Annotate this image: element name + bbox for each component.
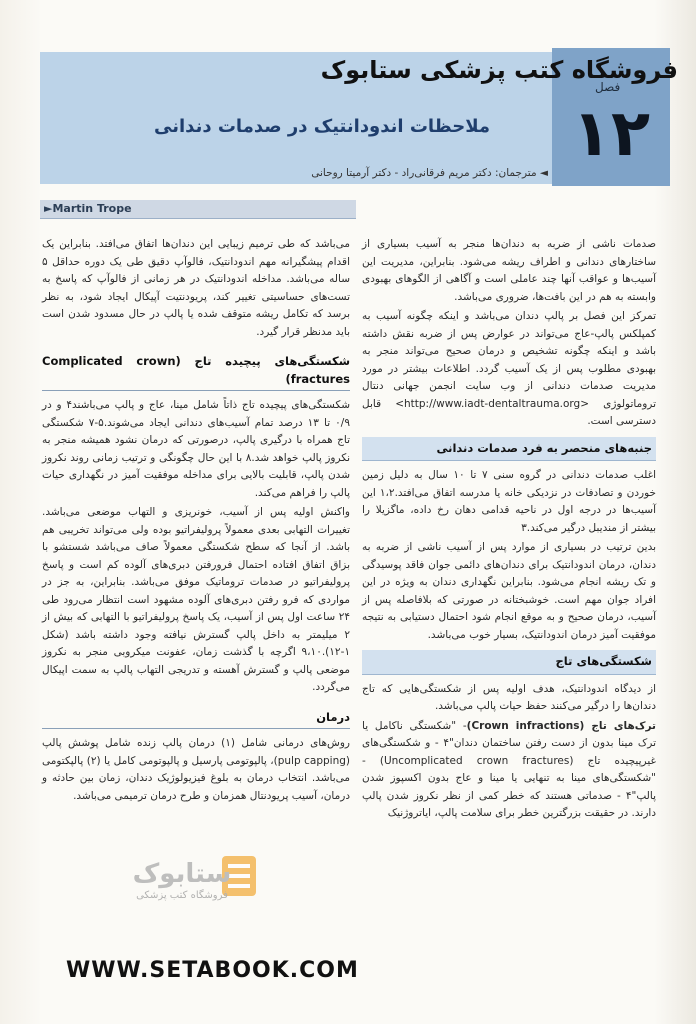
- section-heading: جنبه‌های منحصر به فرد صدمات دندانی: [362, 437, 656, 462]
- right-column: [362, 236, 656, 825]
- paragraph-text: - "شکستگی ناکامل یا ترک مینا بدون از دست رفتن ساختمان دندان"۴ - و شکستگی‌های غیرپیچیده تاج (Uncomplicated crown fractures) - "شکستگی‌های مینا به تنهایی یا مینا و عاج بدون اکسپوز شدن پالپ"۴ - صدماتی هستند که خطر کمی از نظر نکروز شدن پالپ دارند. در حقیقت بزرگترین خطر برای سلامت پالپ، ایاتروژنیک: [362, 719, 656, 819]
- paragraph: [362, 718, 656, 823]
- watermark-brand: ستابوک: [132, 859, 232, 889]
- watermark-tagline: فروشگاه کتب پزشکی: [136, 890, 228, 901]
- left-column: [42, 236, 350, 807]
- store-title: فروشگاه کتب پزشکی ستابوک: [320, 56, 678, 84]
- translators-line: ◄ مترجمان: دکتر مریم فرقانی‌راد - دکتر آرمیتا روحانی: [311, 167, 548, 179]
- author-name: ►Martin Trope: [44, 202, 132, 215]
- paragraph: شکستگی‌های پیچیده تاج ذاتاً شامل مینا، عاج و پالپ می‌باشند۴ و در ۰/۹ تا ۱۳ درصد تمام آسیب‌های دندانی ایجاد می‌شوند.۵-۷ شکستگی تاج همراه با درگیری پالپ، درصورتی که درمان نشود همیشه منجر به نکروز پالپ خواهد شد.۸ با این حال چگونگی و ترتیب زمانی روند نکروز شدن پالپ، قابلیت بالایی برای مداخله موفقیت آمیز در نگهداری حیات پالپ را فراهم می‌کند.: [42, 399, 351, 499]
- section-heading: شکستگی‌های تاج: [362, 650, 656, 675]
- paragraph: بدین ترتیب در بسیاری از موارد پس از آسیب ناشی از ضربه به دندان، درمان اندودانتیک برای دندان‌های دائمی جوان فاقد پوسیدگی و تک ریشه انجام می‌شود. بنابراین نگهداری دندان به ویژه در این افراد جوان مهم است. خوشبختانه در صورتی که بلافاصله پس از آسیب، درمان صحیح و به موقع انجام شود احتمال دستیابی به نتیجه موفقیت آمیز درمان اندودانتیک، بسیار خوب می‌باشد.: [362, 541, 656, 641]
- paragraph: می‌باشد که طی ترمیم زیبایی این دندان‌ها اتفاق می‌افتد. بنابراین یک اقدام پیشگیرانه مهم اندودانتیک، فالوآپ دقیق طی یک دوره حداقل ۵ ساله می‌باشد. مداخله اندودانتیک در هر زمانی از فالوآپ که پاسخ به تست‌های حساسیتی تغییر کند، پریودنتیت آپیکال ایجاد شود، به نظر برسد که تکامل ریشه متوقف شده یا پالپ در حال مسدود شدن است باید مدنظر قرار گیرد.: [42, 238, 350, 338]
- watermark-url: WWW.SETABOOK.COM: [66, 958, 359, 983]
- paragraph: اغلب صدمات دندانی در گروه سنی ۷ تا ۱۰ سال به دلیل زمین خوردن و تصادفات در نزدیکی خانه یا مدرسه اتفاق می‌افتد.۱،۲ این آسیب‌ها در درجه اول در ناحیه قدامی دهان رخ داده، ماگزیلا را بیشتر از مندیبل درگیر می‌کند.۳: [362, 469, 656, 534]
- subheading: ترک‌های تاج (Crown infractions): [466, 719, 656, 732]
- setabook-logo-watermark: [62, 852, 302, 902]
- section-heading: شکستگی‌های پیچیده تاج (Complicated crown fractures): [42, 351, 350, 391]
- paragraph: روش‌های درمانی شامل (۱) درمان پالپ زنده شامل پوشش پالپ (pulp capping)، پالپوتومی پارسیل و پالپوتومی کامل یا (۲) پالپکتومی می‌باشد. انتخاب درمان به بلوغ فیزیولوژیک دندان، زمان بین حادثه و درمان، آسیب پریودنتال همزمان و طرح درمان ترمیمی می‌باشد.: [42, 737, 350, 802]
- section-heading: درمان: [42, 707, 350, 730]
- chapter-title: ملاحظات اندودانتیک در صدمات دندانی: [154, 116, 490, 137]
- paragraph: صدمات ناشی از ضربه به دندان‌ها منجر به آسیب بسیاری از ساختارهای دندانی و اطراف ریشه می‌شود. بنابراین، مدیریت این آسیب‌ها و عواقب آنها چند عاملی است و آگاهی از الگوهای بهبودی وابسته به هم در این بافت‌ها، ضروری می‌باشد.: [362, 238, 656, 303]
- paragraph: از دیدگاه اندودانتیک، هدف اولیه پس از شکستگی‌هایی که تاج دندان‌ها را درگیر می‌کنند حفظ حیات پالپ می‌باشد.: [362, 682, 656, 712]
- author-bar: [40, 200, 356, 219]
- chapter-number: ۱۲: [571, 97, 651, 171]
- paragraph: تمرکز این فصل بر پالپ دندان می‌باشد و اینکه چگونه آسیب به کمپلکس پالپ-عاج می‌تواند در عوارض پس از ضربه نقش داشته باشد و اینکه چگونه تشخیص و درمان صحیح می‌تواند منجر به بهبودی مطلوب پس از یک آسیب گردد. اطلاعات بیشتر در مورد مدیریت صدمات دندانی از وب سایت انجمن جهانی دنتال تروماتولوژی <http://www.iadt-dentaltrauma.org> قابل دسترسی است.: [362, 310, 656, 427]
- paragraph: واکنش اولیه پس از آسیب، خونریزی و التهاب موضعی می‌باشد. تغییرات التهابی بعدی معمولاً پرولیفراتیو بوده ولی می‌تواند تخریبی هم باشد. از آنجا که سطح شکستگی معمولاً صاف می‌باشد شستشو با بزاق اتفاق افتاده احتمال فرورفتن دبری‌های آلوده کم است و پاسخ پرولیفراتیو در صدمات تروماتیک موفق می‌باشد. بنابراین، به جز در مواردی که فرو رفتن دبری‌های آلوده مشهود است انتظار می‌رود طی ۲۴ ساعت اول پس از آسیب، یک پاسخ پرولیفراتیو با التهابی که بیش از ۲ میلیمتر به داخل پالپ گسترش نیافته وجود داشته باشد (شکل ۱-۱۲).۹،۱۰ اگرچه با گذشت زمان، عفونت میکروبی منجر به نکروز موضعی پالپ و گسترش آهسته و تدریجی التهاب پالپ به سمت اپیکال می‌گردد.: [42, 506, 350, 693]
- chapter-word: فصل: [595, 80, 621, 94]
